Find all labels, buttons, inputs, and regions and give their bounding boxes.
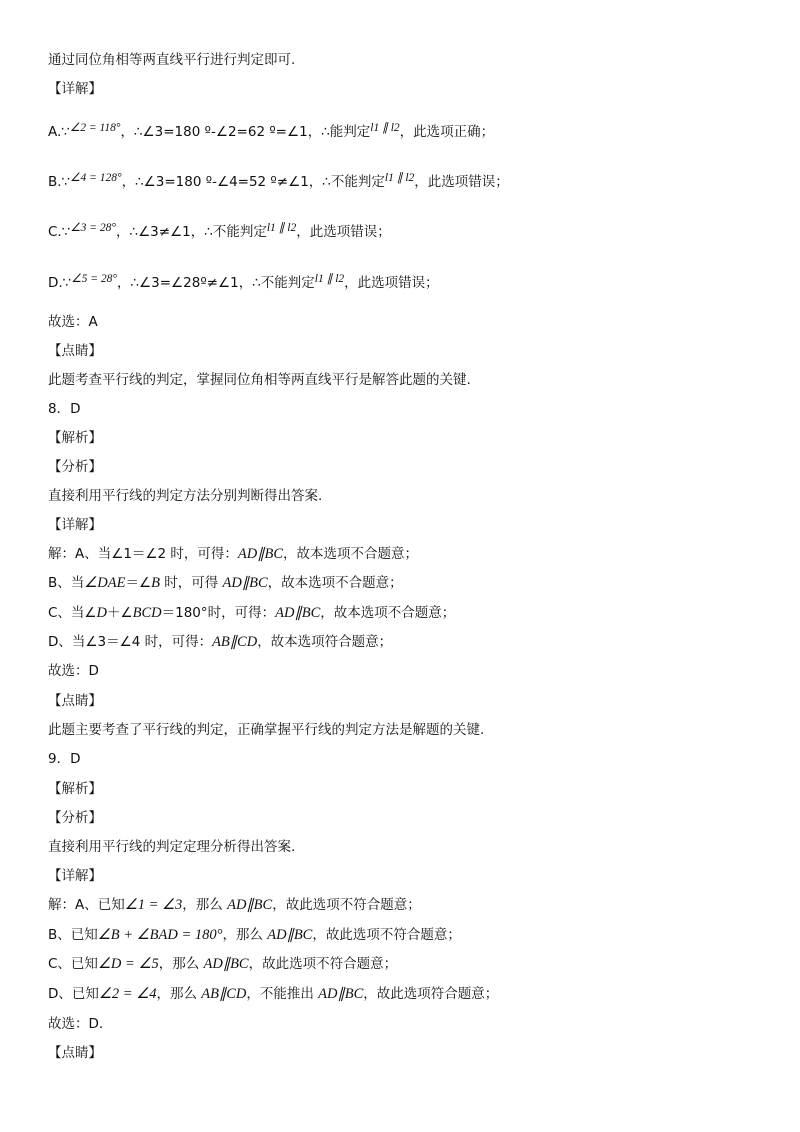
q8-detail-header: 【详解】	[48, 517, 102, 533]
q9-fenxi: 直接利用平行线的判定定理分析得出答案.	[48, 839, 296, 855]
q8-comment-header: 【点睛】	[48, 693, 102, 709]
q9-analysis-header: 【解析】	[48, 781, 102, 797]
q8-fenxi: 直接利用平行线的判定方法分别判断得出答案.	[48, 488, 323, 504]
q8-analysis-header: 【解析】	[48, 430, 102, 446]
q8-choice: 故选：D	[48, 663, 99, 679]
q9-fenxi-header: 【分析】	[48, 810, 102, 826]
q8-number: 8．D	[48, 401, 81, 417]
q9-option-b: B、已知∠B + ∠BAD = 180°，那么 AD∥BC，故此选项不符合题意；	[48, 927, 461, 943]
q9-option-d: D、已知∠2 = ∠4，那么 AB∥CD，不能推出 AD∥BC，故此选项符合题意；	[48, 986, 499, 1002]
q9-detail-header: 【详解】	[48, 868, 102, 884]
q7-choice: 故选：A	[48, 314, 98, 330]
q9-option-c: C、已知∠D = ∠5，那么 AD∥BC，故此选项不符合题意；	[48, 956, 398, 972]
q9-number: 9．D	[48, 751, 81, 767]
q9-option-a: 解：A、已知∠1 = ∠3，那么 AD∥BC，故此选项不符合题意；	[48, 897, 421, 913]
q9-choice: 故选：D.	[48, 1016, 104, 1032]
q7-detail-header: 【详解】	[48, 81, 102, 97]
q7-comment: 此题考查平行线的判定，掌握同位角相等两直线平行是解答此题的关键.	[48, 372, 471, 388]
intro-text: 通过同位角相等两直线平行进行判定即可.	[48, 52, 296, 68]
q7-option-a: A.∵∠2 = 118°，∴∠3=180 º-∠2=62 º=∠1，∴能判定l1 ∥ l2，此选项正确；	[48, 122, 495, 140]
q7-comment-header: 【点睛】	[48, 343, 102, 359]
q8-option-d: D、当∠3＝∠4 时，可得：AB∥CD，故本选项符合题意；	[48, 634, 393, 650]
q8-fenxi-header: 【分析】	[48, 459, 102, 475]
q8-option-a: 解：A、当∠1＝∠2 时，可得：AD∥BC，故本选项不合题意；	[48, 546, 419, 562]
q8-option-c: C、当∠D＋∠BCD＝180°时，可得：AD∥BC，故本选项不合题意；	[48, 605, 456, 621]
q7-option-c: C.∵∠3 = 28°，∴∠3≠∠1，∴不能判定l1 ∥ l2，此选项错误；	[48, 222, 391, 240]
q9-comment-header: 【点睛】	[48, 1045, 102, 1061]
q8-option-b: B、当∠DAE＝∠B 时，可得 AD∥BC，故本选项不合题意；	[48, 575, 403, 591]
q8-comment: 此题主要考查了平行线的判定，正确掌握平行线的判定方法是解题的关键.	[48, 722, 485, 738]
q7-option-d: D.∵∠5 = 28°，∴∠3=∠28º≠∠1，∴不能判定l1 ∥ l2，此选项错误；	[48, 273, 439, 291]
q7-option-b: B.∵∠4 = 128°，∴∠3=180 º-∠4=52 º≠∠1，∴不能判定l1 ∥ l2，此选项错误；	[48, 172, 509, 190]
